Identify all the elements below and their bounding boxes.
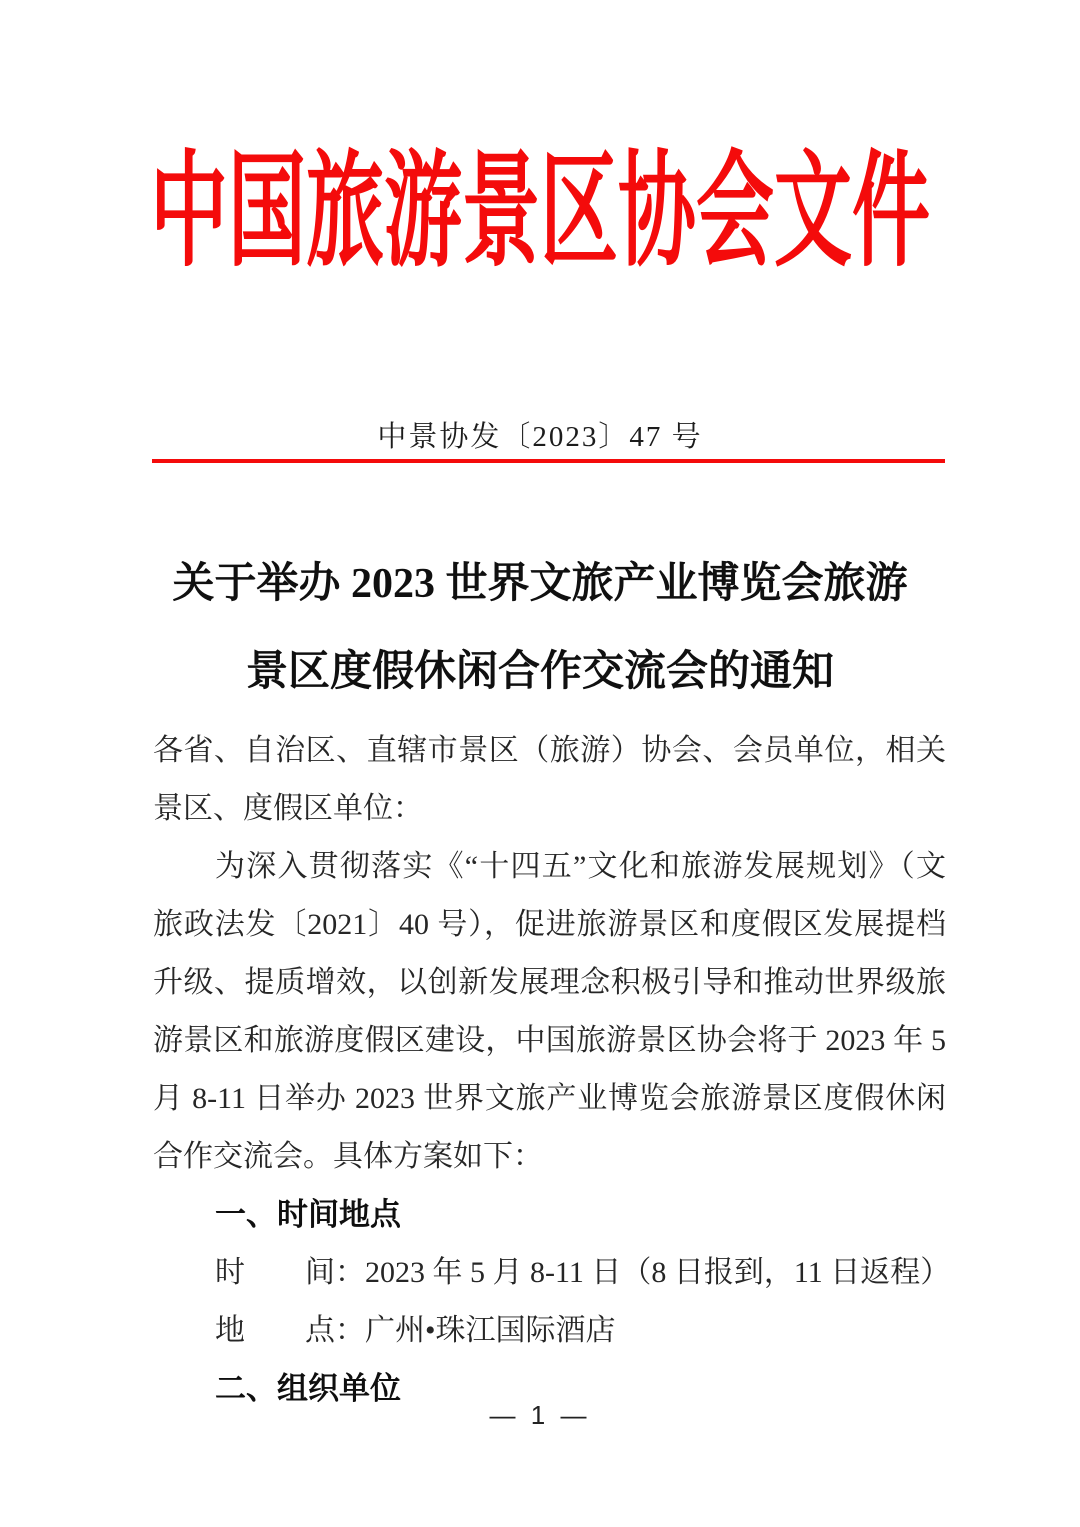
body-line-para-1: 为深入贯彻落实《“十四五”文化和旅游发展规划》（文 (215, 850, 946, 883)
body-line-para-4: 游景区和旅游度假区建设，中国旅游景区协会将于 2023 年 5 (153, 1024, 946, 1057)
red-letterhead-title: 中国旅游景区协会文件 (149, 142, 930, 282)
body-line-time: 时 间：2023 年 5 月 8-11 日（8 日报到，11 日返程） (215, 1256, 951, 1289)
document-reference-number: 中景协发〔2023〕47 号 (377, 421, 703, 453)
section-heading-2: 二、组织单位 (215, 1371, 401, 1406)
body-line-para-6: 合作交流会。具体方案如下： (153, 1140, 543, 1173)
notice-title-line-2: 景区度假休闲合作交流会的通知 (245, 649, 834, 695)
body-line-salutation-2: 景区、度假区单位： (153, 792, 423, 825)
body-line-para-2: 旅政法发〔2021〕40 号），促进旅游景区和度假区发展提档 (153, 908, 946, 941)
body-line-location: 地 点：广州•珠江国际酒店 (215, 1314, 616, 1347)
notice-title (0, 540, 1080, 716)
body-line-para-3: 升级、提质增效，以创新发展理念积极引导和推动世界级旅 (153, 966, 946, 999)
notice-title-line-1: 关于举办 2023 世界文旅产业博览会旅游 (172, 561, 908, 607)
document-body (153, 722, 951, 1418)
body-line-para-5: 月 8-11 日举办 2023 世界文旅产业博览会旅游景区度假休闲 (153, 1082, 946, 1115)
red-divider-line (152, 459, 945, 463)
body-line-salutation-1: 各省、自治区、直辖市景区（旅游）协会、会员单位，相关 (153, 734, 946, 767)
section-heading-1: 一、时间地点 (215, 1197, 401, 1232)
page-number: — 1 — (489, 1400, 591, 1430)
